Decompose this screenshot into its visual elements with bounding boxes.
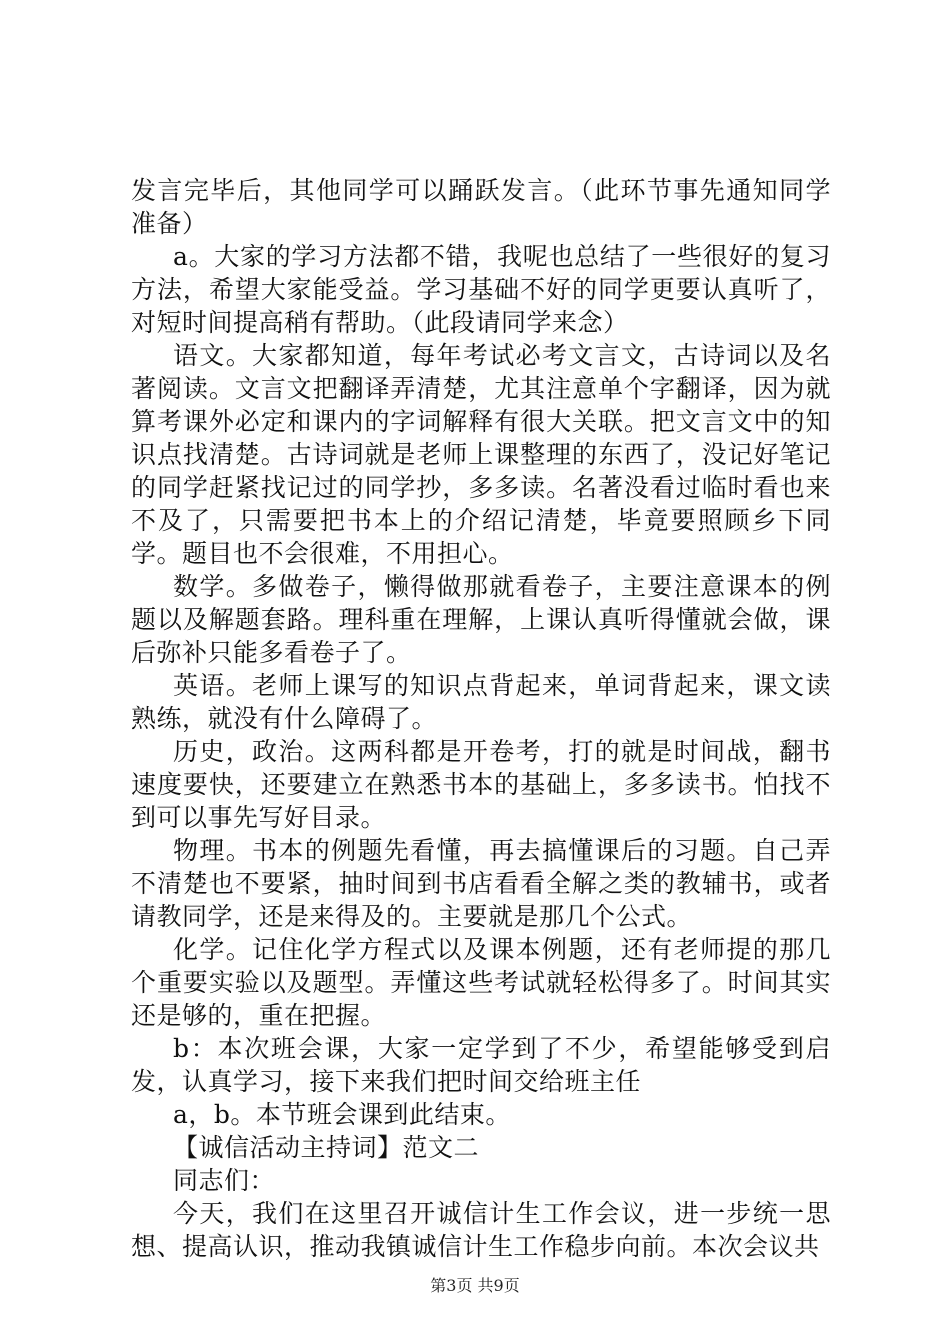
paragraph-8: 化学。记住化学方程式以及课本例题，还有老师提的那几个重要实验以及题型。弄懂这些考试就轻松得多了。时间其实还是够的，重在把握。: [131, 935, 831, 1030]
paragraph-2: a。大家的学习方法都不错，我呢也总结了一些很好的复习方法，希望大家能受益。学习基础不好的同学更要认真听了，对短时间提高稍有帮助。（此段请同学来念）: [131, 242, 831, 337]
paragraph-3: 语文。大家都知道，每年考试必考文言文，古诗词以及名著阅读。文言文把翻译弄清楚，尤其注意单个字翻译，因为就算考课外必定和课内的字词解释有很大关联。把文言文中的知识点找清楚。古诗词就是老师上课整理的东西了，没记好笔记的同学赶紧找记过的同学抄，多多读。名著没看过临时看也来不及了，只需要把书本上的介绍记清楚，毕竟要照顾乡下同学。题目也不会很难，不用担心。: [131, 341, 831, 568]
page-number-footer: 第3页 共9页: [430, 1276, 520, 1295]
salutation: 同志们：: [173, 1166, 276, 1195]
paragraph-4: 数学。多做卷子，懒得做那就看卷子，主要注意课本的例题以及解题套路。理科重在理解，上课认真听得懂就会做，课后弥补只能多看卷子了。: [131, 572, 831, 667]
paragraph-5: 英语。老师上课写的知识点背起来，单词背起来，课文读熟练，就没有什么障碍了。: [131, 671, 831, 733]
paragraph-10: a，b。本节班会课到此结束。: [173, 1100, 511, 1129]
paragraph-9: b：本次班会课，大家一定学到了不少，希望能够受到启发，认真学习，接下来我们把时间交给班主任: [131, 1034, 831, 1096]
paragraph-13: 今天，我们在这里召开诚信计生工作会议，进一步统一思想、提高认识，推动我镇诚信计生工作稳步向前。本次会议共: [131, 1199, 831, 1261]
paragraph-1: 发言完毕后，其他同学可以踊跃发言。（此环节事先通知同学准备）: [131, 176, 831, 238]
paragraph-7: 物理。书本的例题先看懂，再去搞懂课后的习题。自己弄不清楚也不要紧，抽时间到书店看看全解之类的教辅书，或者请教同学，还是来得及的。主要就是那几个公式。: [131, 836, 831, 931]
document-body: [131, 174, 831, 1263]
paragraph-6: 历史，政治。这两科都是开卷考，打的就是时间战，翻书速度要快，还要建立在熟悉书本的基础上，多多读书。怕找不到可以事先写好目录。: [131, 737, 831, 832]
section-heading: 【诚信活动主持词】范文二: [173, 1133, 480, 1162]
